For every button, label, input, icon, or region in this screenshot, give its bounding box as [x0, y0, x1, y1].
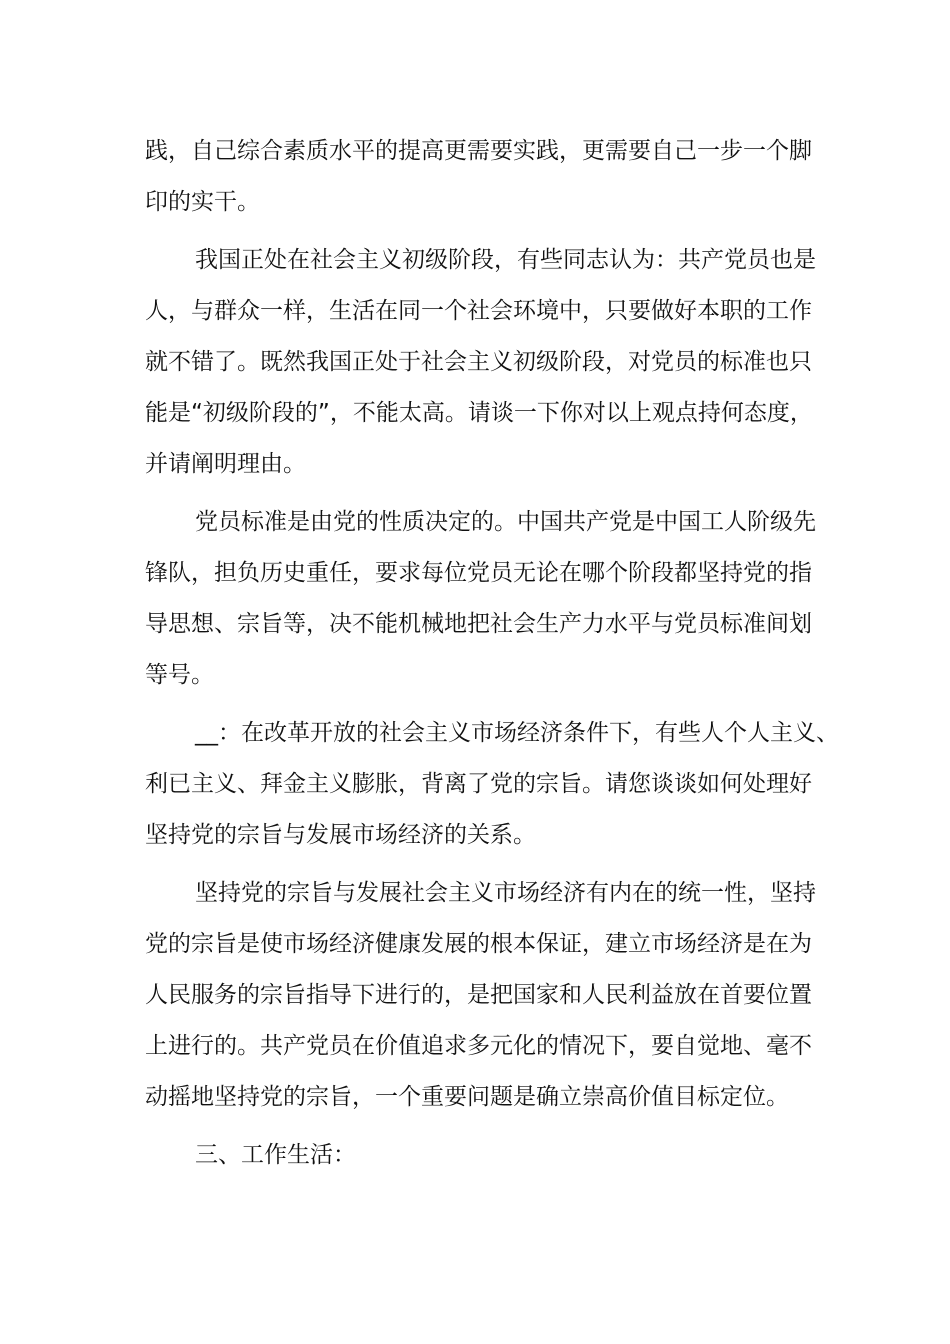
- text-line: 党员标准是由党的性质决定的。中国共产党是中国工人阶级先: [195, 509, 816, 535]
- text-line: 人民服务的宗旨指导下进行的，是把国家和人民利益放在首要位置: [145, 982, 812, 1008]
- text-line: 上进行的。共产党员在价值追求多元化的情况下，要自觉地、毫不: [145, 1033, 812, 1059]
- paragraph-3: [145, 497, 816, 701]
- text-line: 等号。: [145, 662, 214, 688]
- paragraph-2: [145, 235, 816, 490]
- text-line: 人，与群众一样，生活在同一个社会环境中，只要做好本职的工作: [145, 298, 812, 324]
- text-line: __：在改革开放的社会主义市场经济条件下，有些人个人主义、: [195, 720, 839, 746]
- paragraph-4: [145, 708, 839, 861]
- text-line: 坚持党的宗旨与发展市场经济的关系。: [145, 822, 536, 848]
- paragraph-5: [145, 868, 816, 1123]
- text-line: 锋队，担负历史重任，要求每位党员无论在哪个阶段都坚持党的指: [145, 560, 812, 586]
- paragraph-1: [145, 126, 810, 228]
- text-line: 动摇地坚持党的宗旨，一个重要问题是确立崇高价值目标定位。: [145, 1084, 789, 1110]
- section-heading: [145, 1130, 810, 1181]
- text-line: 印的实干。: [145, 189, 260, 215]
- text-line: 三、工作生活：: [195, 1142, 356, 1168]
- text-line: 并请阐明理由。: [145, 451, 306, 477]
- text-line: 就不错了。既然我国正处于社会主义初级阶段，对党员的标准也只: [145, 349, 812, 375]
- text-line: 利已主义、拜金主义膨胀，背离了党的宗旨。请您谈谈如何处理好: [145, 771, 812, 797]
- text-line: 能是“初级阶段的”，不能太高。请谈一下你对以上观点持何态度，: [145, 400, 813, 426]
- text-line: 导思想、宗旨等，决不能机械地把社会生产力水平与党员标准间划: [145, 611, 812, 637]
- document-body: [145, 126, 839, 1188]
- text-line: 党的宗旨是使市场经济健康发展的根本保证，建立市场经济是在为: [145, 931, 812, 957]
- text-line: 坚持党的宗旨与发展社会主义市场经济有内在的统一性，坚持: [195, 880, 816, 906]
- text-line: 践，自己综合素质水平的提高更需要实践，更需要自己一步一个脚: [145, 138, 812, 164]
- text-line: 我国正处在社会主义初级阶段，有些同志认为：共产党员也是: [195, 247, 816, 273]
